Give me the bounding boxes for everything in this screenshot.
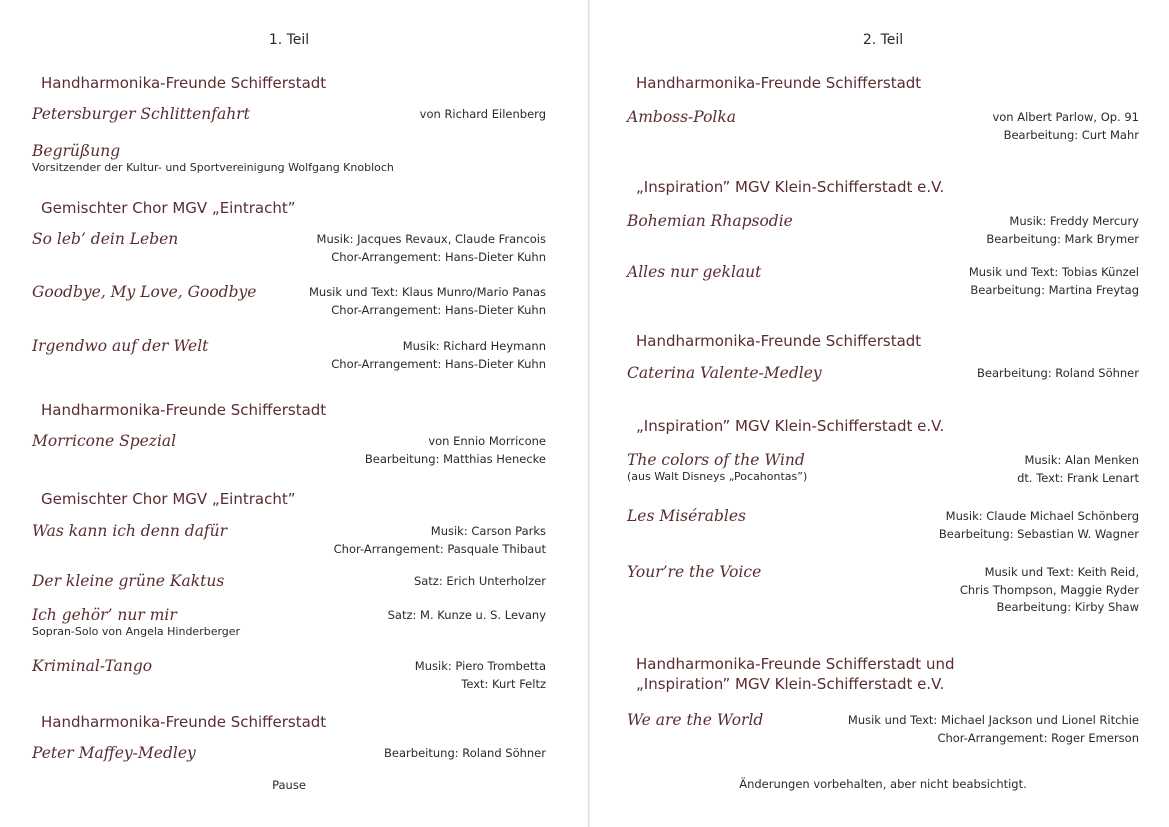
group-heading: Handharmonika-Freunde Schifferstadt (41, 74, 327, 92)
group-heading: „Inspiration” MGV Klein-Schifferstadt e.V. (636, 178, 945, 196)
intermission-note: Pause (272, 778, 306, 792)
piece-credits: Musik und Text: Tobias Künzel Bearbeitung: Martina Freytag (968, 265, 1139, 297)
piece-title: Ich gehör’ nur mir (32, 606, 177, 624)
disclaimer-note: Änderungen vorbehalten, aber nicht beabsichtigt. (739, 777, 1027, 791)
piece-title: Goodbye, My Love, Goodbye (32, 283, 257, 301)
piece-title: Bohemian Rhapsodie (627, 212, 793, 230)
piece-credits: Musik und Text: Klaus Munro/Mario Panas Chor-Arrangement: Hans-Dieter Kuhn (308, 285, 546, 317)
part-title: 2. Teil (862, 32, 904, 48)
group-heading: Handharmonika-Freunde Schifferstadt (636, 74, 922, 92)
piece-title: Kriminal-Tango (32, 657, 153, 675)
piece-credits: Musik und Text: Keith Reid, Chris Thompson, Maggie Ryder Bearbeitung: Kirby Shaw (959, 565, 1139, 614)
program-page-part-2 (627, 0, 1139, 827)
piece-title: Caterina Valente-Medley (627, 364, 822, 382)
group-heading: Handharmonika-Freunde Schifferstadt (636, 332, 922, 350)
piece-title: Morricone Spezial (32, 432, 177, 450)
piece-credits: Musik: Piero Trombetta Text: Kurt Feltz (414, 659, 546, 691)
piece-credits: Satz: Erich Unterholzer (413, 574, 546, 588)
piece-credits: Satz: M. Kunze u. S. Levany (387, 608, 546, 622)
piece-note: Vorsitzender der Kultur- und Sportvereinigung Wolfgang Knobloch (32, 161, 394, 174)
piece-title: Les Misérables (627, 507, 746, 525)
piece-note: (aus Walt Disneys „Pocahontas”) (627, 470, 808, 483)
group-heading: Handharmonika-Freunde Schifferstadt und „Inspiration” MGV Klein-Schifferstadt e.V. (636, 655, 955, 693)
group-heading: Gemischter Chor MGV „Eintracht” (41, 199, 296, 217)
piece-credits: Bearbeitung: Roland Söhner (384, 746, 546, 760)
piece-title: Amboss-Polka (627, 108, 737, 126)
piece-credits: Bearbeitung: Roland Söhner (977, 366, 1139, 380)
piece-title: Der kleine grüne Kaktus (32, 572, 225, 590)
piece-credits: Musik: Jacques Revaux, Claude Francois Chor-Arrangement: Hans-Dieter Kuhn (316, 232, 546, 264)
piece-title: Peter Maffey-Medley (32, 744, 196, 762)
group-heading: Handharmonika-Freunde Schifferstadt (41, 713, 327, 731)
piece-title: So leb’ dein Leben (32, 230, 179, 248)
part-title: 1. Teil (268, 32, 310, 48)
page-fold (588, 0, 590, 827)
piece-title: The colors of the Wind (627, 451, 805, 469)
piece-credits: Musik: Richard Heymann Chor-Arrangement: Hans-Dieter Kuhn (331, 339, 546, 371)
group-heading: Gemischter Chor MGV „Eintracht” (41, 490, 296, 508)
piece-title: Alles nur geklaut (627, 263, 762, 281)
piece-title: Begrüßung (32, 142, 121, 160)
piece-title: Petersburger Schlittenfahrt (32, 105, 250, 123)
piece-title: Was kann ich denn dafür (32, 522, 228, 540)
program-page-part-1 (32, 0, 546, 827)
piece-credits: Musik: Alan Menken dt. Text: Frank Lenart (1017, 453, 1139, 485)
piece-title: Irgendwo auf der Welt (32, 337, 209, 355)
piece-credits: Musik: Freddy Mercury Bearbeitung: Mark Brymer (986, 214, 1139, 246)
piece-credits: Musik: Claude Michael Schönberg Bearbeitung: Sebastian W. Wagner (938, 509, 1139, 541)
piece-title: Your’re the Voice (627, 563, 762, 581)
piece-credits: von Albert Parlow, Op. 91 Bearbeitung: Curt Mahr (992, 110, 1139, 142)
piece-title: We are the World (627, 711, 764, 729)
piece-credits: von Ennio Morricone Bearbeitung: Matthias Henecke (364, 434, 546, 466)
piece-credits: von Richard Eilenberg (419, 107, 546, 121)
group-heading: „Inspiration” MGV Klein-Schifferstadt e.V. (636, 417, 945, 435)
piece-credits: Musik und Text: Michael Jackson und Lionel Ritchie Chor-Arrangement: Roger Emerson (847, 713, 1139, 745)
group-heading: Handharmonika-Freunde Schifferstadt (41, 401, 327, 419)
piece-note: Sopran-Solo von Angela Hinderberger (32, 625, 241, 638)
piece-credits: Musik: Carson Parks Chor-Arrangement: Pasquale Thibaut (333, 524, 546, 556)
